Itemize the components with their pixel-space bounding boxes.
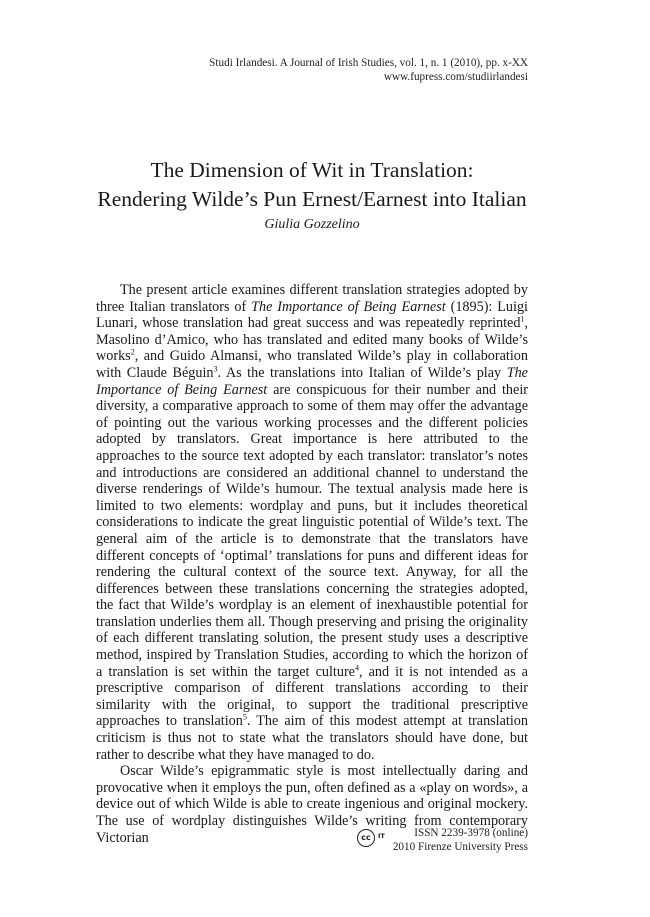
cc-country-code: IT xyxy=(378,832,385,840)
page-footer xyxy=(393,826,528,854)
footnote-ref-4[interactable]: 4 xyxy=(354,662,359,672)
work-title: The Importance of Being Earnest xyxy=(96,364,528,398)
title-line-2: Rendering Wilde’s Pun Ernest/Earnest into Italian xyxy=(97,187,527,211)
footnote-ref-5[interactable]: 5 xyxy=(242,712,247,722)
creative-commons-icon xyxy=(357,829,387,849)
journal-url[interactable]: www.fupress.com/studiirlandesi xyxy=(383,71,528,83)
title-line-1: The Dimension of Wit in Translation: xyxy=(150,158,474,182)
article-title xyxy=(96,156,528,214)
footnote-ref-3[interactable]: 3 xyxy=(213,364,218,374)
article-body xyxy=(96,282,528,846)
paragraph-2: Oscar Wilde’s epigrammatic style is most intellectually daring and provocative when it employs the pun, often defined as a «play on words», a device out of which Wilde is able to create ingenious and original mockery. The use of wordplay distinguishes Wilde’s writing from contemporary Victorian xyxy=(96,763,528,846)
author-name: Giulia Gozzelino xyxy=(264,217,360,232)
cc-symbol: cc xyxy=(357,829,375,847)
journal-header xyxy=(209,56,528,84)
paragraph-1: The present article examines different translation strategies adopted by three Italian translators of The Importance of Being Earnest (1895): Luigi Lunari, whose translation had great success and was repeatedly reprinted$^1$, Masolino d’Amico, who has translated and edited many books of Wilde’s works$^2$, and Guido Almansi, who translated Wilde’s play in collaboration with Claude Béguin$^3$. As the translations into Italian of Wilde’s play The Importance of Being Earnest are conspicuous for their number and their diversity, a comparative approach to some of them may offer the advantage of pointing out the various working processes and the different policies adopted by translators. Great importance is here attributed to the approaches to the source text adopted by each translator: translator’s notes and introductions are considered an additional channel to understand the diverse renderings of Wilde’s humour. The textual analysis made here is limited to two elements: wordplay and puns, but it includes theoretical considerations to indicate the great linguistic potential of Wilde’s text. The general aim of the article is to demonstrate that the translators have different concepts of ‘optimal’ translations for puns and different ideas for rendering the cultural context of the source text. Anyway, for all the differences between these translations concerning the strategies adopted, the fact that Wilde’s wordplay is an element of inexhaustible potential for translation underlies them all. Though preserving and prising the originality of each different translating solution, the present study uses a descriptive method, inspired by Translation Studies, according to which the horizon of a translation is set within the target culture$^4$, and it is not intended as a prescriptive comparison of different translations according to their similarity with the original, to support the traditional prescriptive approaches to translation$^5$. The aim of this modest attempt at translation criticism is thus not to state what the translators should have done, but rather to describe what they have managed to do. xyxy=(96,282,528,763)
footnote-ref-1[interactable]: 1 xyxy=(520,314,525,324)
publisher: 2010 Firenze University Press xyxy=(392,841,528,853)
footnote-ref-2[interactable]: 2 xyxy=(130,347,135,357)
journal-citation: Studi Irlandesi. A Journal of Irish Studies, vol. 1, n. 1 (2010), pp. x-XX xyxy=(209,57,528,69)
work-title: The Importance of Being Earnest xyxy=(251,298,446,315)
issn: ISSN 2239-3978 (online) xyxy=(414,827,528,839)
